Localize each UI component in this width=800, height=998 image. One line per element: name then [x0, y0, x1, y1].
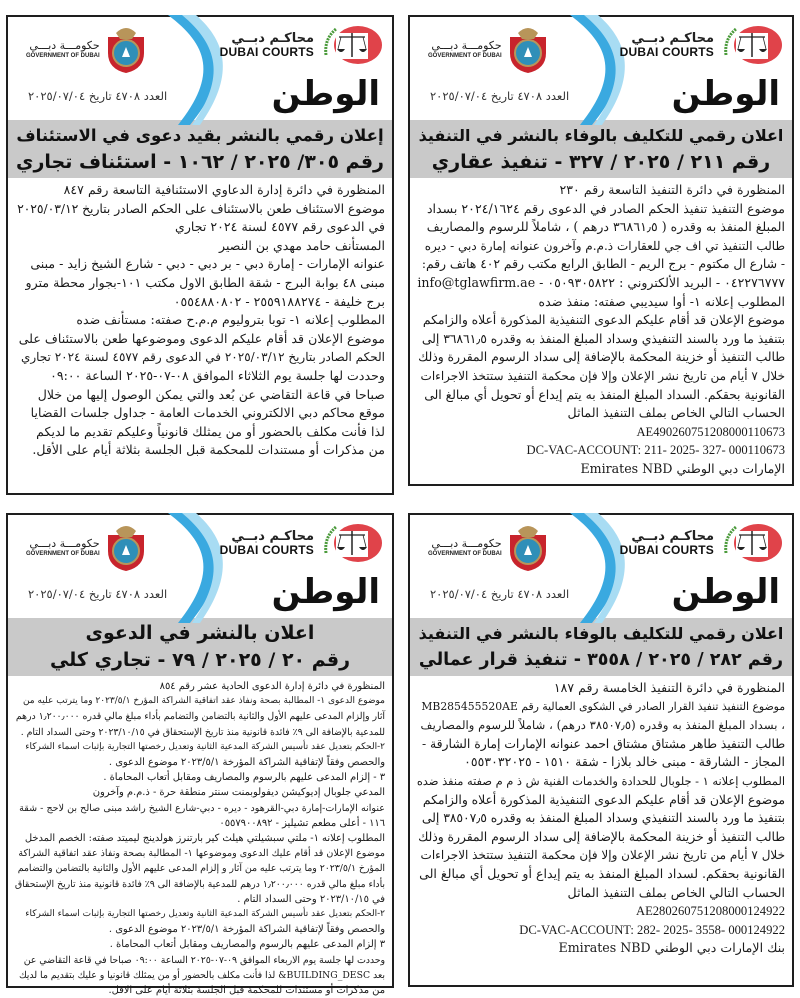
body-line: صباحا في قاعة التقاضي عن بُعد والتي يمكن الوصول إليها من خلال	[37, 386, 385, 402]
courts-name-ar: محاكـم دبــي	[231, 529, 314, 544]
dubai-emblem-icon	[104, 521, 148, 573]
government-of-dubai-logo	[428, 521, 550, 573]
issue-date: العدد ٤٧٠٨ تاريخ ٢٠٢٥/٠٧/٠٤	[430, 89, 570, 103]
gov-name-ar: حكومـــة دبـــي	[29, 536, 100, 550]
body-line: المستأنف حامد مهدي بن النصير	[219, 237, 385, 253]
iban-number: AE490260751208000110673	[636, 424, 785, 439]
notice-case-number: رقم ٢٨٢ / ٢٠٢٥ / ٣٥٥٨ - تنفيذ قرار عمالي	[418, 650, 784, 670]
body-line: المنظورة في دائرة التنفيذ الخامسة رقم ١٨٧	[553, 680, 785, 695]
gov-name-en: GOVERNMENT OF DUBAI	[26, 550, 100, 557]
notice-title-band	[8, 120, 392, 178]
body-line: خلال ٧ أيام من تاريخ نشر الإعلان وإلا فإن محكمة التنفيذ ستتخذ الاجراءات	[420, 848, 785, 863]
notice-title-band	[410, 120, 792, 178]
notice-header	[410, 17, 792, 120]
courts-name-ar: محاكـم دبــي	[231, 31, 314, 46]
issue-date: العدد ٤٧٠٨ تاريخ ٢٠٢٥/٠٧/٠٤	[28, 587, 168, 601]
notice-case-number: رقم ٢٠ / ٢٠٢٥ / ٧٩ - تجاري كلي	[49, 649, 351, 671]
body-line: المجاز - الشارقة - مبنى خالد بلازا - شقة ١٥١٠ - ٠٥٥٣٠٣٢٠٢٥	[464, 754, 785, 770]
body-line: المطلوب إعلانه ١- ملتي سبشيلتي هيلث كير بارتنرز هولدينج ليميتد صفته: الخصم المدخل	[24, 833, 385, 845]
scales-of-justice-icon	[720, 523, 782, 563]
body-line: وحددت لها جلسة يوم الثلاثاء الموافق ٠٨-٠٧-٢٠٢٥ الساعة ٠٩:٠٠	[50, 367, 385, 383]
gov-name-ar: حكومـــة دبـــي	[29, 38, 100, 52]
courts-name-en: DUBAI COURTS	[619, 45, 714, 59]
notice-title: اعلان رقمي للتكليف بالوفاء بالنشر في التنفيذ	[418, 624, 784, 643]
swoosh-decoration	[550, 513, 630, 623]
notice-case-number: رقم ٢١١ / ٢٠٢٥ / ٣٢٧ - تنفيذ عقاري	[431, 151, 771, 173]
body-line: عنوانه الإمارات-إمارة دبي-القرهود - ديره - دبي-شارع الشيخ راشد مبنى صالح بن لاحج - شقة	[19, 802, 385, 814]
swoosh-decoration	[148, 513, 228, 623]
body-line: موضوع الإعلان قد أقام عليكم الدعوى وموضوعها طعن بالاستئناف على	[18, 330, 385, 346]
notice-body	[410, 178, 792, 479]
notice-title: اعلان بالنشر في الدعوى	[85, 622, 315, 644]
body-line: من مذكرات أو مستندات للمحكمة قبل الجلسة بثلاثة أيام على الأقل.	[32, 442, 385, 458]
newspaper-logo: الوطن	[271, 74, 380, 114]
notice-body	[8, 178, 392, 460]
gov-name-en: GOVERNMENT OF DUBAI	[428, 52, 502, 59]
body-line: موضوع الإعلان قد أقام عليكم الدعوى التنفيذية المذكورة أعلاه والزامكم	[422, 792, 785, 807]
scales-of-justice-icon	[320, 523, 382, 563]
body-line: والحصص وفقاً لإتفاقية الشراكة المؤرخة ٢٠٢٣/٥/١ موضوع الدعوى .	[108, 757, 385, 769]
body-line: موضوع الدعوى ١- المطالبة بصحة ونفاذ عقد اتفاقية الشراكة المؤرخ ٢٠٢٣/٥/١ وما يترتب عليه من	[22, 696, 385, 707]
bank-name: بنك الإمارات دبي الوطني Emirates NBD	[558, 940, 785, 956]
swoosh-decoration	[550, 15, 630, 125]
body-line: ٢-الحكم بتعديل عقد تأسيس الشركة المدعية الثانية وتعديل رخصتها التجارية بإثبات اسماء الشركاء	[25, 741, 385, 752]
issue-date: العدد ٤٧٠٨ تاريخ ٢٠٢٥/٠٧/٠٤	[430, 587, 570, 601]
body-line: طالب التنفيذ أو خزينة المحكمة بالإضافة إلى سداد الرسوم المقررة وذلك	[418, 829, 785, 844]
body-line: موضوع التنفيذ تنفيذ الحكم الصادر في الدعوى رقم ٢٠٢٤/١٦٢٤ بسداد	[426, 200, 785, 216]
body-line: ٣ - إلزام المدعى عليهم بالرسوم والمصاريف ومقابل أتعاب المحاماة .	[103, 772, 385, 784]
body-line: ، بسداد المبلغ المنفذ به وقدره (٣٨٥٠٧٫٥ درهم) ، شاملاً للرسوم والمصاريف	[420, 718, 785, 733]
body-line: بتنفيذ ما ورد بالسند التنفيذي وسداد المبلغ المنفذ به وقدره ٣٨٥٠٧٫٥ إلى	[421, 811, 785, 826]
notice-case-number: رقم ٣٠٥/ ٢٠٢٥ / ١٠٦٢ - استئناف تجاري	[16, 151, 384, 173]
newspaper-logo: الوطن	[671, 74, 780, 114]
body-line: الحكم الصادر بتاريخ ٢٠٢٥/٠٣/١٢ في الدعوى رقم ٤٥٧٧ لسنة ٢٠٢٤ تجاري	[20, 350, 385, 365]
gov-name-ar: حكومـــة دبـــي	[431, 536, 502, 550]
body-line: موقع محاكم دبي الالكتروني الخدمات العامة - جداول جلسات القضايا	[30, 405, 385, 421]
body-line: موضوع الإعلان قد أقام عليك الدعوى وموضوعها ١- المطالبة بصحة ونفاذ عقد اتفاقية الشراكة	[18, 848, 385, 860]
notice-header	[8, 17, 392, 120]
swoosh-decoration	[148, 15, 228, 125]
body-line: المنظورة في دائرة إدارة الدعاوي الاستئنافية التاسعة رقم ٨٤٧	[63, 182, 385, 197]
dubai-courts-logo	[220, 25, 382, 65]
newspaper-logo: الوطن	[271, 572, 380, 612]
body-line: الحساب التالي الخاص بملف التنفيذ الماثل	[567, 884, 785, 900]
dubai-emblem-icon	[506, 23, 550, 75]
body-line: والحصص وفقاً لإتفاقية الشراكة المؤرخة ٢٠٢٣/٥/١ موضوع الدعوى .	[108, 924, 385, 936]
issue-date: العدد ٤٧٠٨ تاريخ ٢٠٢٥/٠٧/٠٤	[28, 89, 168, 103]
notice-body	[410, 676, 792, 958]
courts-name-ar: محاكـم دبــي	[631, 529, 714, 544]
body-line: بتنفيذ ما ورد بالسند التنفيذي وسداد المبلغ المنفذ به وقدره ٣٦٨٦١٫٥ إلى	[421, 331, 785, 346]
notice-panel-bottom-left	[6, 513, 394, 997]
body-line: خلال ٧ أيام من تاريخ نشر الإعلان وإلا فإن محكمة التنفيذ ستتخذ الاجراءات	[420, 368, 785, 383]
account-number: DC-VAC-ACCOUNT: 211- 2025- 327- 000110673	[526, 443, 785, 458]
notice-title-band	[8, 618, 392, 676]
body-line: - شارع ال مكتوم - برج الريم - الطابق الرابع مكتب رقم ٤٠٢ هاتف رقم:	[421, 257, 785, 272]
government-of-dubai-logo	[428, 23, 550, 75]
body-line: طالب التنفيذ تي اف جي للعقارات ذ.م.م وآخرون عنوانه إمارة دبي - ديره	[424, 238, 785, 253]
body-line: طالب التنفيذ طاهر مشتاق مشتاق احمد عنوانه الإمارات إمارة الشارقة -	[421, 736, 785, 751]
body-line: في الدعوى رقم ٤٥٧٧ لسنة ٢٠٢٤ تجاري	[174, 219, 385, 235]
scales-of-justice-icon	[720, 25, 782, 65]
government-of-dubai-logo	[26, 521, 148, 573]
body-line: ١١٦ - أعلى مطعم تشيليز - ٠٥٥٧٩٠٠٨٩٢	[219, 817, 385, 829]
iban-number: AE280260751208000124922	[635, 904, 785, 919]
notice-body	[8, 676, 392, 998]
government-of-dubai-logo	[26, 23, 148, 75]
dubai-courts-logo	[220, 523, 382, 563]
body-line: بأداء مبلغ مالي قدره ١٫٢٠٠٫٠٠٠ درهم للمدعية بالإضافة الى ٩٪ فائدة قانونية منذ تاريخ الإستحقاق	[14, 878, 385, 890]
body-line: المطلوب إعلانه ١- أوا سيديبي صفته: منفذ ضده	[538, 293, 785, 309]
notice-title: إعلان رقمي بالنشر بقيد دعوى في الاستئناف	[16, 126, 384, 145]
notice-panel-top-left	[6, 15, 394, 495]
notice-panel-top-right	[408, 15, 794, 486]
courts-name-en: DUBAI COURTS	[219, 45, 314, 59]
body-line: موضوع الإعلان قد أقام عليكم الدعوى التنفيذية المذكورة أعلاه والزامكم	[422, 313, 785, 328]
body-line: للمدعية بالإضافة الى ٩٪ فائدة قانونية منذ تاريخ الإستحقاق في ٢٠٢٣/١٠/١٥ وحتى السداد التام .	[20, 726, 385, 738]
courts-name-en: DUBAI COURTS	[219, 543, 314, 557]
dubai-emblem-icon	[104, 23, 148, 75]
body-line: الحساب التالي الخاص بملف التنفيذ الماثل	[567, 405, 785, 421]
body-line: عنوانه الإمارات - إمارة دبي - بر دبي - دبي - شارع الشيخ زايد - مبنى	[30, 256, 385, 272]
body-line: وحددت لها جلسة يوم الاربعاء الموافق ٠٩-٠٧-٢٠٢٥ الساعة ٠٩:٠٠ صباحا في قاعة التقاضي عن	[23, 954, 385, 966]
courts-name-en: DUBAI COURTS	[619, 543, 714, 557]
newspaper-logo: الوطن	[671, 572, 780, 612]
body-line: المنظورة في دائرة إدارة الدعوى الحادية عشر رقم ٨٥٤	[159, 681, 385, 692]
notice-title-band	[410, 618, 792, 676]
notice-title: اعلان رقمي للتكليف بالوفاء بالنشر في التنفيذ	[418, 126, 784, 145]
dubai-courts-logo	[620, 523, 782, 563]
body-line: المبلغ المنفذ به وقدره ( ٣٦٨٦١٫٥ درهم ) ، شاملاً للرسوم والمصاريف	[426, 219, 785, 235]
body-line: من مذكرات أو مستندات للمحكمة قبل الجلسة بثلاثة أيام على الاقل.	[108, 985, 385, 997]
body-line: المؤرخ ٢٠٢٣/٥/١ وما يترتب عليه من آثار و إلزام المدعى عليهم الأول والثانية بالتضامن والتضامم	[17, 863, 385, 875]
body-line: مبنى ٤٨ بوابة البرج - شقة الطابق الاول مكتب ١٠١-بجوار محطة مترو	[25, 274, 385, 290]
body-line: المطلوب إعلانه ١- توبا بتروليوم م.م.ح صفته: مستأنف ضده	[76, 312, 385, 328]
body-line: المدعي جلوبال إديوكيشن ديفولوبمنت سنتر منطقة حرة - ذ.م.م وآخرون	[92, 787, 385, 799]
body-line: برج خليفة - ٢٥٥٩١٨٨٢٧٤ - ٠٥٥٤٨٨٠٨٠٢	[173, 293, 385, 309]
bank-name: الإمارات دبي الوطني Emirates NBD	[580, 460, 785, 476]
body-line: ٠٤٢٢٧٦٧٧٧ - البريد الألكتروني : ٠٥٠٩٣٠٥٨٢٢ - info@tglawfirm.ae	[417, 274, 785, 290]
body-line: لذا فأنت مكلف بالحضور أو من يمثلك قانونياً وعليكم تقديم ما لديكم	[36, 423, 385, 439]
body-line: ٢-الحكم بتعديل عقد تأسيس الشركة المدعية الثانية وتعديل رخصتها التجارية بإثبات اسماء الشركاء	[25, 909, 385, 920]
body-line: موضوع التنفيذ تنفيذ القرار الصادر في الشكوى العمالية رقم MB285455520AE	[421, 699, 785, 713]
body-line: بعد BUILDING_DESC& لذا فأنت مكلف بالحضور أو من يمثلك قانونيا و عليك بتقديم ما لديك	[18, 969, 385, 981]
gov-name-ar: حكومـــة دبـــي	[431, 38, 502, 52]
courts-name-ar: محاكـم دبــي	[631, 31, 714, 46]
gov-name-en: GOVERNMENT OF DUBAI	[26, 52, 100, 59]
body-line: طالب التنفيذ أو خزينة المحكمة بالإضافة إلى سداد الرسوم المقررة وذلك	[418, 350, 785, 365]
body-line: ٣ إلزام المدعى عليهم بالرسوم والمصاريف ومقابل أتعاب المحاماة .	[109, 939, 385, 951]
scales-of-justice-icon	[320, 25, 382, 65]
notice-panel-bottom-right	[408, 513, 794, 987]
notice-header	[8, 515, 392, 618]
body-line: القانونية بحقكم. السداد المبلغ المنفذ به يتم إيداع أو تحويل أي مبالغ الى	[424, 387, 785, 402]
body-line: في ٢٠٢٣/١٠/١٥ وحتى السداد التام .	[237, 893, 385, 905]
body-line: موضوع الاستئناف طعن بالاستئناف على الحكم الصادر بتاريخ ٢٠٢٥/٠٣/١٢	[17, 201, 385, 216]
account-number: DC-VAC-ACCOUNT: 282- 2025- 3558- 000124922	[519, 922, 785, 937]
body-line: المطلوب إعلانه ١ - جلوبال للحدادة والخدمات الفنية ش ذ م م صفته منفذ ضده	[416, 773, 785, 788]
body-line: آثار وإلزام المدعى عليهم الأول والثانية بالتضامن والتضامم بأداء مبلغ مالي قدره ١٫٢٠٠٫٠٠٠ درهم	[15, 711, 385, 723]
dubai-emblem-icon	[506, 521, 550, 573]
body-line: القانونية بحقكم. لسداد المبلغ المنفذ به يتم إيداع أو تحويل أي مبالغ الى	[419, 865, 785, 881]
gov-name-en: GOVERNMENT OF DUBAI	[428, 550, 502, 557]
notice-header	[410, 515, 792, 618]
dubai-courts-logo	[620, 25, 782, 65]
body-line: المنظورة في دائرة التنفيذ التاسعة رقم ٢٣٠	[559, 182, 785, 197]
